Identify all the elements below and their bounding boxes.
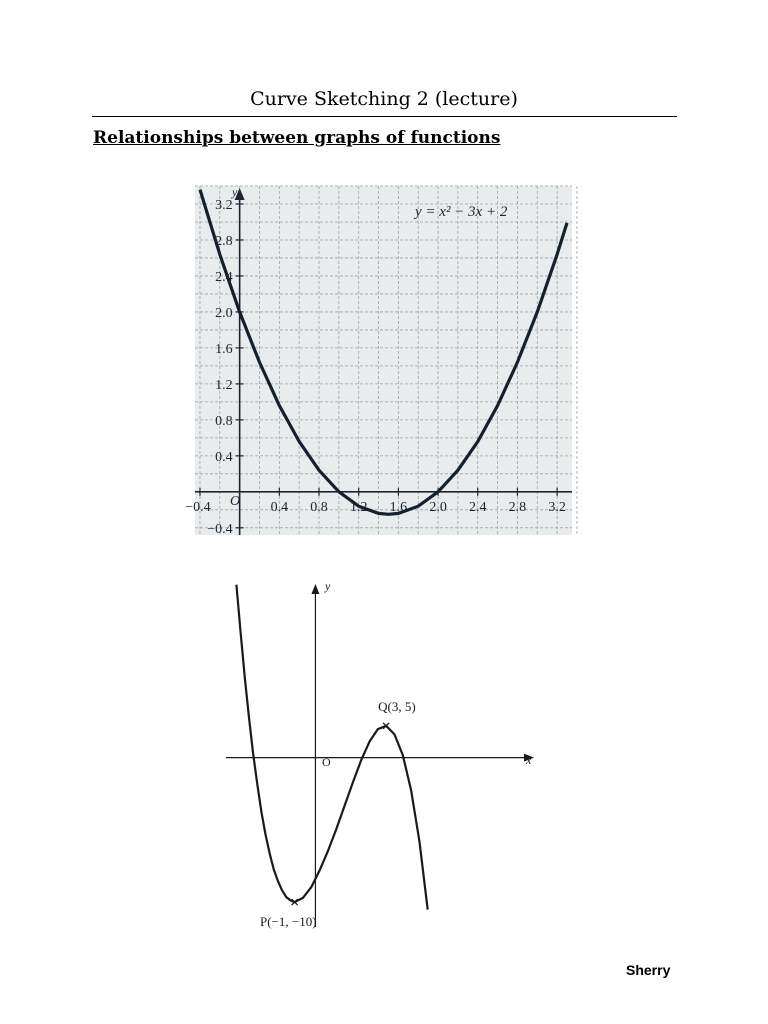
y-tick-label: 0.4 (215, 449, 233, 465)
parabola-y-axis-label: y (232, 185, 238, 199)
parabola-figure-background (195, 186, 572, 535)
cubic-y-axis-label: y (325, 579, 331, 593)
cubic-figure-background (226, 578, 540, 933)
cubic-x-axis-label: x (526, 753, 532, 767)
cubic-figure (226, 578, 540, 933)
x-tick-label: 2.4 (469, 499, 487, 515)
cubic-origin-label: O (322, 755, 331, 769)
y-tick-label: −0.4 (207, 521, 233, 537)
section-heading: Relationships between graphs of functions (93, 128, 501, 148)
x-tick-label: 2.0 (429, 499, 447, 515)
parabola-equation-label: y = x² − 3x + 2 (415, 204, 508, 220)
y-tick-label: 1.6 (215, 341, 233, 357)
parabola-figure (185, 185, 572, 537)
footer-author: Sherry (626, 962, 671, 978)
y-tick-label: 3.2 (215, 197, 233, 213)
y-tick-label: 2.4 (215, 269, 233, 285)
x-tick-label: 1.6 (389, 499, 408, 515)
y-tick-label: 2.8 (215, 233, 233, 249)
x-tick-label: 2.8 (508, 499, 527, 515)
x-tick-label: 0.8 (310, 499, 328, 515)
title-underline-rule (92, 116, 677, 117)
point-p-label: P(−1, −10) (260, 914, 317, 930)
x-tick-label: 3.2 (548, 499, 566, 515)
y-tick-label: 2.0 (215, 305, 233, 321)
y-tick-label: 1.2 (215, 377, 233, 393)
point-q-label: Q(3, 5) (378, 698, 416, 714)
parabola-origin-label: O (230, 494, 241, 509)
x-tick-label: 1.2 (349, 499, 368, 515)
y-tick-label: 0.8 (215, 413, 233, 429)
x-tick-label: −0.4 (185, 499, 211, 515)
x-tick-label: 0.4 (270, 499, 289, 515)
page-title: Curve Sketching 2 (lecture) (250, 88, 518, 110)
